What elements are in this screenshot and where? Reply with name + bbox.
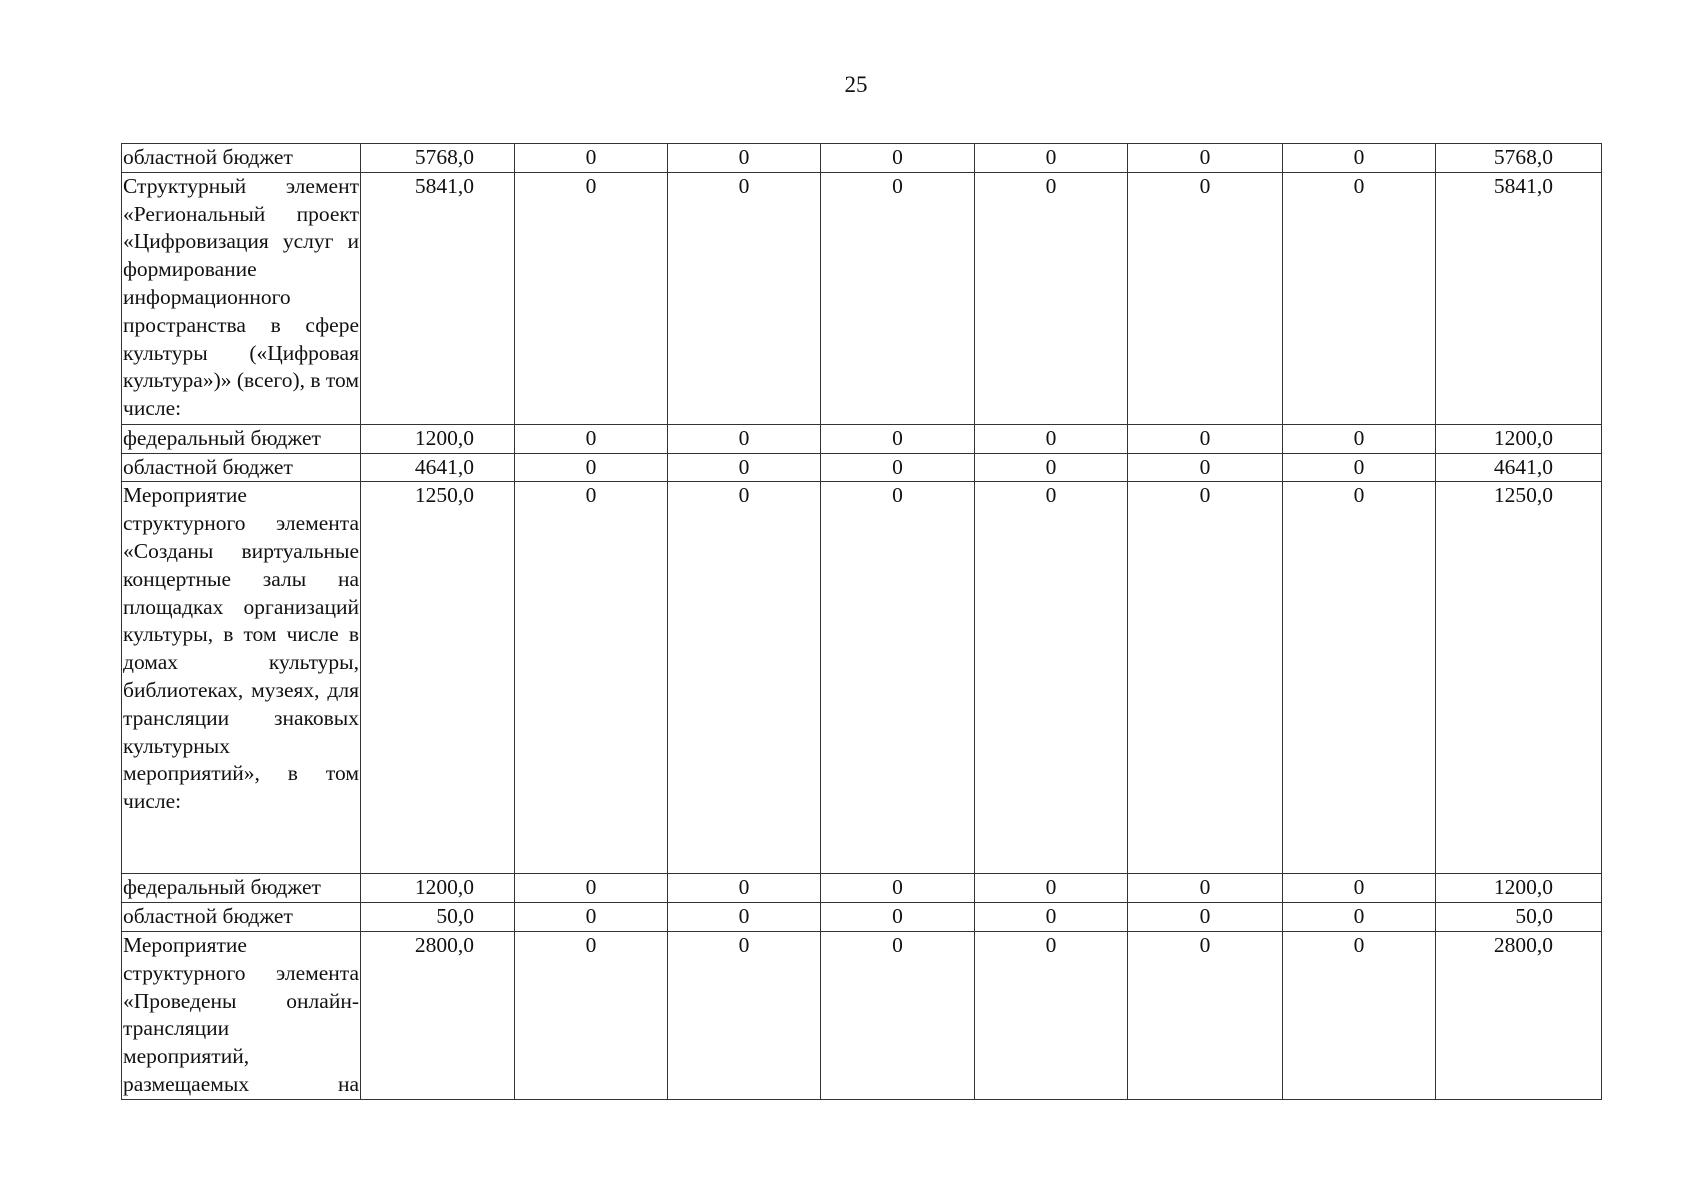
- value-cell: 0: [821, 931, 975, 1099]
- value-cell: 0: [975, 931, 1128, 1099]
- value-cell: 1200,0: [361, 874, 515, 903]
- total-cell: 50,0: [1436, 903, 1602, 932]
- value-cell: 0: [1283, 903, 1436, 932]
- value-cell: 0: [821, 424, 975, 453]
- value-cell: 5768,0: [361, 144, 515, 173]
- value-cell: 0: [515, 482, 668, 874]
- row-label: федеральный бюджет: [122, 424, 361, 453]
- value-cell: 0: [1283, 453, 1436, 482]
- total-cell: 1200,0: [1436, 874, 1602, 903]
- value-cell: 2800,0: [361, 931, 515, 1099]
- value-cell: 0: [515, 874, 668, 903]
- value-cell: 0: [1128, 874, 1283, 903]
- budget-table: [121, 143, 1602, 1100]
- value-cell: 0: [515, 424, 668, 453]
- value-cell: 1200,0: [361, 424, 515, 453]
- value-cell: 0: [668, 931, 821, 1099]
- value-cell: 0: [668, 874, 821, 903]
- value-cell: 0: [1283, 874, 1436, 903]
- value-cell: 4641,0: [361, 453, 515, 482]
- value-cell: 0: [1283, 482, 1436, 874]
- value-cell: 0: [821, 482, 975, 874]
- value-cell: 0: [975, 453, 1128, 482]
- value-cell: 0: [975, 482, 1128, 874]
- table-row: [122, 144, 1602, 173]
- value-cell: 0: [975, 424, 1128, 453]
- total-cell: 1200,0: [1436, 424, 1602, 453]
- table-row: [122, 931, 1602, 1099]
- value-cell: 0: [1128, 424, 1283, 453]
- value-cell: 0: [1128, 482, 1283, 874]
- table-row: [122, 453, 1602, 482]
- value-cell: 0: [821, 144, 975, 173]
- value-cell: 0: [1128, 931, 1283, 1099]
- value-cell: 0: [668, 482, 821, 874]
- value-cell: 1250,0: [361, 482, 515, 874]
- value-cell: 0: [1128, 172, 1283, 424]
- value-cell: 0: [975, 172, 1128, 424]
- total-cell: 5768,0: [1436, 144, 1602, 173]
- total-cell: 1250,0: [1436, 482, 1602, 874]
- value-cell: 0: [668, 424, 821, 453]
- value-cell: 0: [515, 172, 668, 424]
- row-label: федеральный бюджет: [122, 874, 361, 903]
- value-cell: 0: [1283, 931, 1436, 1099]
- total-cell: 2800,0: [1436, 931, 1602, 1099]
- value-cell: 0: [821, 172, 975, 424]
- value-cell: 0: [1128, 453, 1283, 482]
- row-label: областной бюджет: [122, 903, 361, 932]
- value-cell: 0: [1283, 144, 1436, 173]
- total-cell: 5841,0: [1436, 172, 1602, 424]
- value-cell: 0: [975, 903, 1128, 932]
- table-row: [122, 482, 1602, 874]
- value-cell: 0: [1128, 903, 1283, 932]
- value-cell: 0: [1128, 144, 1283, 173]
- total-cell: 4641,0: [1436, 453, 1602, 482]
- table-row: [122, 874, 1602, 903]
- value-cell: 0: [668, 903, 821, 932]
- value-cell: 0: [515, 144, 668, 173]
- table-row: [122, 172, 1602, 424]
- value-cell: 0: [821, 453, 975, 482]
- table-row: [122, 903, 1602, 932]
- row-label: Структурный элемент «Региональный проект «Цифровизация услуг и формирование информационного пространства в сфере культуры («Цифровая культура»)» (всего), в том числе:: [122, 172, 361, 424]
- value-cell: 0: [975, 144, 1128, 173]
- value-cell: 0: [821, 903, 975, 932]
- value-cell: 0: [668, 144, 821, 173]
- value-cell: 50,0: [361, 903, 515, 932]
- value-cell: 0: [1283, 424, 1436, 453]
- value-cell: 0: [668, 453, 821, 482]
- value-cell: 5841,0: [361, 172, 515, 424]
- value-cell: 0: [515, 903, 668, 932]
- row-label: Мероприятие структурного элемента «Созданы виртуальные концертные залы на площадках организаций культуры, в том числе в домах культуры, библиотеках, музеях, для трансляции знаковых культурных мероприятий», в том числе:: [122, 482, 361, 874]
- value-cell: 0: [668, 172, 821, 424]
- row-label: Мероприятие структурного элемента «Проведены онлайн-трансляции мероприятий, размещаемых на: [122, 931, 361, 1099]
- table-row: [122, 424, 1602, 453]
- value-cell: 0: [821, 874, 975, 903]
- row-label: областной бюджет: [122, 453, 361, 482]
- value-cell: 0: [515, 453, 668, 482]
- value-cell: 0: [515, 931, 668, 1099]
- row-label: областной бюджет: [122, 144, 361, 173]
- value-cell: 0: [975, 874, 1128, 903]
- value-cell: 0: [1283, 172, 1436, 424]
- page-number: 25: [844, 72, 868, 97]
